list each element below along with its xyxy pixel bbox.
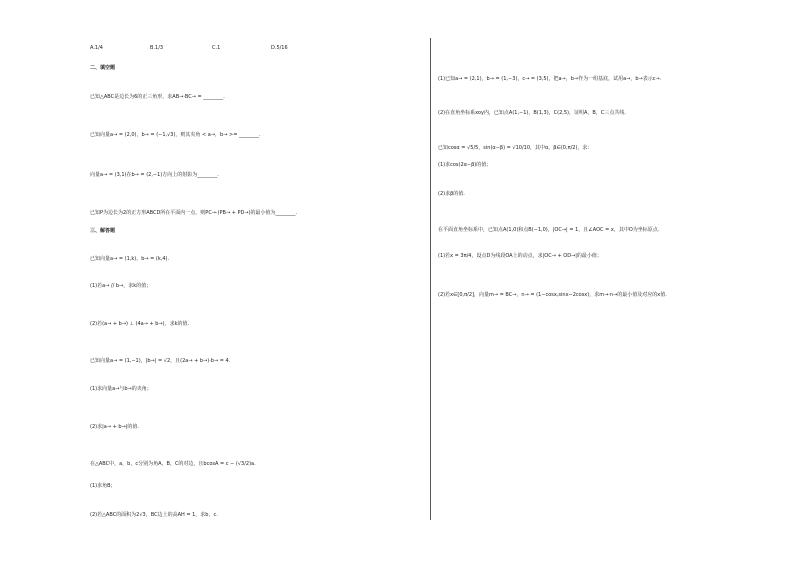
fill-question-4: 已知P为边长为2的正方形ABCD所在平面内一点，则PC→·(PB→ + PD→)的最小值为________. (90, 210, 298, 216)
fill-question-3: 向量a→ = (3,1)在b→ = (2,−1)方向上的射影为________. (90, 172, 219, 178)
right-question-3-stem: 已知cosα = √5/5，sin(α−β) = √10/10，其中α，β∈(0,π/2)，求： (438, 145, 593, 151)
question-3-part-2: (2)若△ABC的面积为2√3，BC边上的高AH = 1，求b，c. (90, 512, 218, 518)
question-1-part-2: (2)若(a→ + b→) ⊥ (4a→ + b→)，求k的值. (90, 321, 190, 327)
column-divider (430, 38, 431, 520)
question-3-stem: 在△ABC中，a，b，c分别为角A，B，C的对边，且bcosA = c − (√3/2)a. (90, 461, 256, 467)
question-3-part-1: (1)求角B； (90, 483, 116, 489)
right-question-4-part-1: (1)若x = 3π/4，设点D为线段OA上的动点，求|OC→ + OD→|的最小值； (438, 253, 602, 259)
question-2-part-2: (2)求|a→ + b→|的值. (90, 424, 140, 430)
question-2-stem: 已知向量a→ = (1,−1)，|b→| = √2，且(2a→ + b→)·b→ = 4. (90, 358, 231, 364)
right-question-4-stem: 在平面直角坐标系中，已知点A(1,0)和点B(−1,0)，|OC→| = 1，且∠AOC = x，其中O为坐标原点. (438, 227, 660, 233)
right-question-3-part-2: (2)求β的值. (438, 191, 465, 197)
right-question-2: (2)在直角坐标系xoy内，已知点A(1,−1)，B(1,3)，C(2,5)，证明A，B，C三点共线. (438, 110, 626, 116)
right-question-1: (1)已知a→ = (2,1)，b→ = (1,−3)，c→ = (3,5)，把a→，b→作为一组基底，试用a→，b→表示c→. (438, 76, 662, 82)
question-1-part-1: (1)若a→ // b→，求k的值； (90, 283, 152, 289)
choice-a: A.1/4 (90, 45, 103, 51)
question-2-part-1: (1)求向量a→与b→的夹角； (90, 386, 152, 392)
right-question-3-part-1: (1)求cos(2α−β)的值； (438, 162, 492, 168)
section-title-fill-in: 二、填空题 (90, 65, 116, 71)
fill-question-2: 已知向量a→ = (2,0)，b→ = (−1,√3)，则其夹角 < a→，b→ >= ________. (90, 132, 261, 138)
fill-question-1: 已知△ABC是边长为6的正三角形，求AB→·BC→ = ________. (90, 94, 225, 100)
choice-d: D.5/16 (271, 45, 288, 51)
choice-c: C.1 (212, 45, 221, 51)
right-question-4-part-2: (2)若x∈[0,π/2]，向量m→ = BC→，n→ = (1−cosx,sinx−2cosx)，求m→·n→的最小值及对应的x值. (438, 292, 667, 298)
question-1-stem: 已知向量a→ = (1,k)，b→ = (k,4). (90, 256, 170, 262)
choice-b: B.1/3 (150, 45, 164, 51)
section-title-answer: 三、解答题 (90, 228, 116, 234)
